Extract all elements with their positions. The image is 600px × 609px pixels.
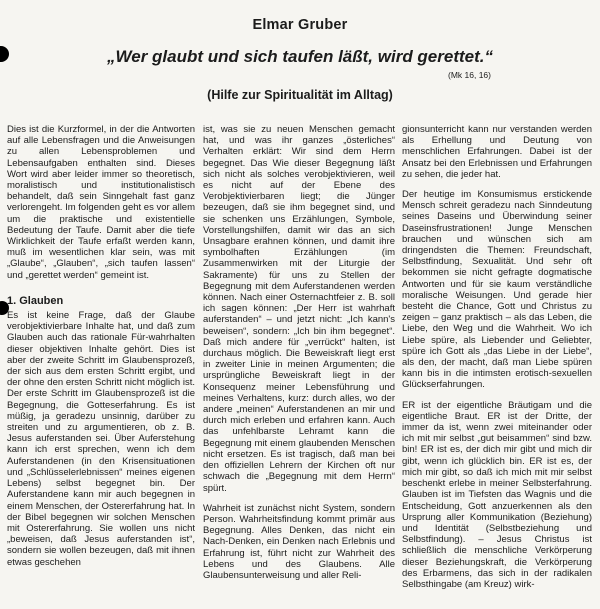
paragraph: Der heutige im Konsumismus erstickende Mensch schreit geradezu nach Sinndeutung seines Daseins und Überwindung seiner Daseinsfrustrationen! Junge Menschen brauchen und wünschen sich am dringendsten die Themen: Freundschaft, Selbstfindung, Sexualität. Und sehr oft bekommen sie nicht gefragte dogmatische Antworten und für sie kaum verständliche moralische Weisungen. Und gerade hier besteht die Chance, Gott und Christus zu zeigen – ganz praktisch – als das Leben, die Liebe, den Weg und die Wahrheit. Wo ich Liebe spüre, als Liebender und Geliebter, spüre ich Gott als „das Liebe in der Liebe“, als den, der macht, daß man Liebe spüren kann bis in die intimsten erotisch-sexuellen Glückserfahrungen. [402, 189, 592, 391]
author-name: Elmar Gruber [252, 17, 348, 33]
intro-paragraph: Dies ist die Kurzformel, in der die Antworten auf alle Lebensfragen und die Anweisungen zu allen Lebensproblemen und Lebensaufgaben enthalten sind. Dieses Wort wird aber leider immer so theoretisch, moralistisch und institutionalistisch behandelt, daß sein Sinngehalt fast ganz verlorengeht. Im folgenden geht es vor allem um die praktische und existentielle Bedeutung der Taufe. Damit aber die tiefe Wirklichkeit der Taufe erfaßt werden kann, muß im wesentlichen klar sein, was mit „Glaube“, „Glauben“, „sich taufen lassen“ und „gerettet werden“ gemeint ist. [7, 124, 195, 281]
article-subtitle: (Hilfe zur Spiritualität im Alltag) [207, 88, 393, 102]
paragraph: gionsunterricht kann nur verstanden werden als Erhellung und Deutung von menschlichen Erfahrungen. Dabei ist der Ansatz bei den Erlebnissen und Erfahrungen zu sehen, die jeder hat. [402, 124, 592, 180]
column-right [402, 124, 592, 599]
bible-citation: (Mk 16, 16) [448, 70, 491, 80]
column-middle [203, 124, 395, 590]
article-title: „Wer glaubt und sich taufen läßt, wird gerettet.“ [107, 47, 493, 66]
paragraph: ist, was sie zu neuen Menschen gemacht hat, und was ihr ganzes „österliches“ Verhalten erklärt: Wir sind dem Herrn begegnet. Das Wie dieser Begegnung läßt sich nicht als solches verobjektivieren, weil es nicht auf der Ebene des Verobjektivierbaren liegt; die Jünger bezeugen, daß sie ihm begegnet sind, und sie schenken uns Erzählungen, Symbole, Vorstellungshilfen, damit wir das an sich Unsagbare erahnen können, und damit ihre symbolhaften Erzählungen (im Zusammenwirken mit der Liturgie der Sakramente) für uns zu Stellen der Begegnung mit dem Auferstandenen werden können. Nach einer Osternachtfeier z. B. soll ich sagen können: „Der Herr ist wahrhaft auferstanden“ – und jetzt nicht: „Ich kann's beweisen“, sondern: „Ich bin ihm begegnet“. Daß mich andere für „verrückt“ halten, ist durchaus möglich. Die Beweiskraft liegt erst in zweiter Linie in meinen Argumenten; die ursprüngliche Beweiskraft liegt in der Konsequenz meiner Lebensführung und meines Verhaltens, kurz: durch alles, wo der andere „meinen“ Auferstandenen an mir und durch mich erleben und erfahren kann. Auch das unfehlbarste Lehramt kann die Begegnung mit einem glaubenden Menschen nicht ersetzen. Es ist tragisch, daß man bei den offiziellen Lehrern der Kirchen oft nur schwach die „Begegnung mit dem Herrn“ spürt. [203, 124, 395, 494]
paragraph: Wahrheit ist zunächst nicht System, sondern Person. Wahrheitsfindung kommt primär aus Begegnung. Alles Denken, das nicht ein Nach-Denken, ein Denken nach Erlebnis und Erfahrung ist, führt nicht zur Wahrheit des Lebens und des Glaubens. Alle Glaubensunterweisung und aller Reli- [203, 502, 395, 581]
column-left [7, 124, 195, 577]
section-heading: 1. Glauben [7, 294, 64, 307]
paragraph: ER ist der eigentliche Bräutigam und die eigentliche Braut. ER ist der Dritte, der immer da ist, wenn zwei miteinander oder ich mit mir selbst „gut beisammen“ sind bzw. bin! ER ist es, der dich mir gibt und mich dir gibt, wenn ich glücklich bin. ER ist es, der mich mir gibt, so daß ich mich mit mir selbst beschenkt erlebe in meiner Selbsterfahrung. Glauben ist im Tiefsten das Wagnis und die Entscheidung, Gott anzuerkennen als den Ursprung aller Kommunikation (Beziehung) und Identität (Selbstbeziehung und Selbstfindung). – Jesus Christus ist schließlich die menschliche Verkörperung dieser Beziehungskraft, die Verkörperung des Erbarmens, das sich in der radikalen Selbsthingabe (am Kreuz) wirk- [402, 399, 592, 590]
section-paragraph: Es ist keine Frage, daß der Glaube verobjektivierbare Inhalte hat, und daß zum Glauben auch das rationale Für-wahrhalten dieser objektiven Inhalte gehört. Dies ist aber der zweite Schritt im Glaubensprozeß, der sich aus dem ersten Schritt ergibt, und der ohne den ersten Schritt nicht möglich ist. Der erste Schritt im Glaubensprozeß ist die Begegnung, die Gotteserfahrung. Es ist müßig, ja geradezu unsinnig, darüber zu streiten und zu argumentieren, ob z. B. Jesus auferstanden sei. Über Auferstehung kann ich erst sprechen, wenn ich dem Auferstandenen (in den Krisensituationen und „Schlüsselerlebnissen“ meines eigenen Lebens) selbst begegnet bin. Der Auferstandene kann mir auch begegnen in einem Menschen, der Ostererfahrung hat. In der Bibel begegnen wir solchen Menschen mit Ostererfahrung. Sie wollen uns nicht „beweisen, daß Jesus auferstanden ist“, sondern sie wollen bezeugen, daß mit ihnen etwas geschehen [7, 310, 195, 568]
